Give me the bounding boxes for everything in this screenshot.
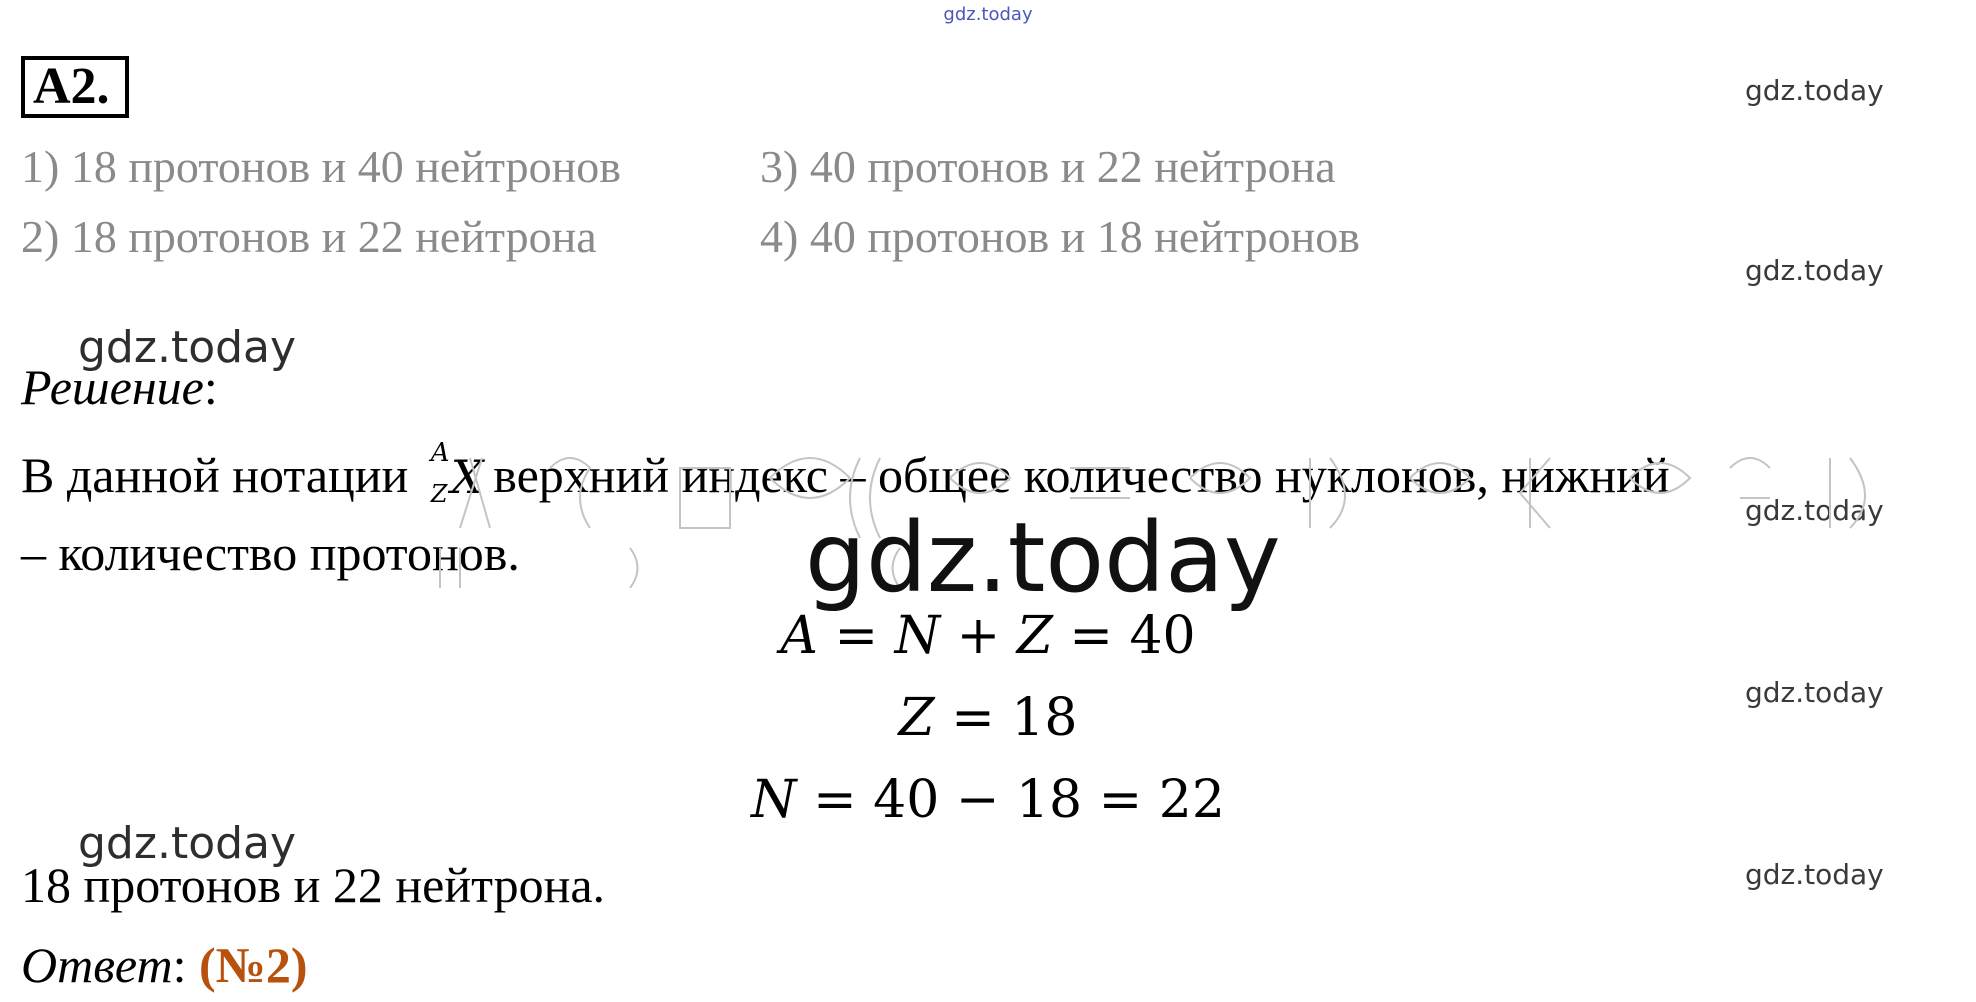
- solution-line-1-end: верхний индекс – общее количество нуклонов, нижний: [480, 447, 1670, 503]
- solution-heading-colon: :: [203, 359, 218, 415]
- formula-1-n: N: [894, 606, 941, 666]
- option-4: 4) 40 протонов и 18 нейтронов: [760, 211, 1360, 262]
- conclusion: 18 протонов и 22 нейтрона.: [21, 857, 606, 913]
- solution-line-1-start: В данной нотации: [21, 447, 421, 503]
- watermark-right: gdz.today: [1745, 676, 1884, 709]
- formula-1-plus: +: [940, 606, 1017, 666]
- formula-2-rest: = 18: [934, 688, 1078, 748]
- formula-1-eq1: =: [817, 606, 895, 666]
- watermark-right: gdz.today: [1745, 254, 1884, 287]
- solution-heading-label: Решение: [21, 359, 204, 415]
- watermark-right: gdz.today: [1745, 74, 1884, 107]
- option-3: 3) 40 протонов и 22 нейтрона: [760, 141, 1336, 192]
- answer-value: (№2): [198, 937, 308, 993]
- notation-symbol: X: [450, 450, 484, 504]
- formula-3-n: N: [751, 770, 797, 830]
- watermark-right: gdz.today: [1745, 494, 1884, 527]
- formula-1-a: A: [780, 606, 818, 666]
- option-2: 2) 18 протонов и 22 нейтрона: [21, 211, 597, 262]
- formula-3: [0, 770, 1976, 830]
- watermark-right: gdz.today: [1745, 858, 1884, 891]
- formula-1-eq2: = 40: [1052, 606, 1196, 666]
- option-1: 1) 18 протонов и 40 нейтронов: [21, 141, 621, 192]
- formula-1: [0, 606, 1976, 666]
- formula-1-z: Z: [1016, 606, 1053, 666]
- formula-2-z: Z: [898, 688, 935, 748]
- watermark-center: gdz.today: [805, 502, 1281, 614]
- solution-heading: [21, 358, 218, 416]
- watermark-left: gdz.today: [78, 818, 297, 869]
- notation-subscript: Z: [430, 480, 448, 508]
- task-label: A2.: [21, 56, 129, 118]
- watermark-left: gdz.today: [78, 322, 297, 373]
- solution-line-2: – количество протонов.: [21, 525, 520, 581]
- watermark-top: gdz.today: [943, 4, 1033, 25]
- notation-superscript: A: [430, 438, 450, 468]
- formula-2: [0, 688, 1976, 748]
- answer-line: [21, 936, 308, 994]
- answer-label: Ответ: [21, 937, 173, 993]
- answer-colon: :: [172, 937, 199, 993]
- formula-3-rest: = 40 − 18 = 22: [796, 770, 1225, 830]
